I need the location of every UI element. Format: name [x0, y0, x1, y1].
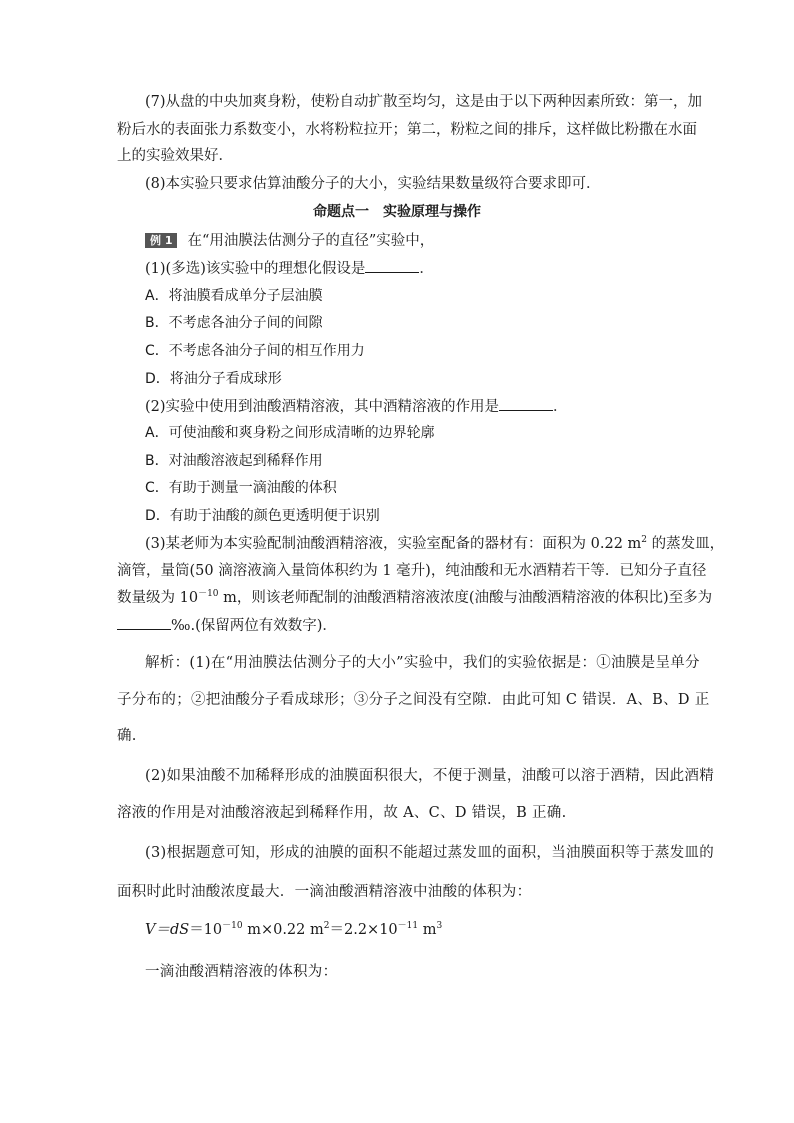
formula-part-e: m: [418, 922, 437, 938]
q3-l1-text-b: 的蒸发皿，: [647, 536, 725, 552]
paragraph-7-line-3: 上的实验效果好．: [117, 148, 233, 164]
formula-part-b: ＝10: [189, 922, 223, 938]
formula-vds: V＝dS: [145, 922, 190, 938]
formula-sup-2: 2: [323, 921, 330, 931]
q2-option-c: C．有助于测量一滴油酸的体积: [145, 480, 337, 496]
q3-l1-sup: 2: [641, 535, 648, 545]
q3-l1-text: (3)某老师为本实验配制油酸酒精溶液，实验室配备的器材有：面积为 0.22 m: [145, 536, 642, 552]
formula-sup-3: －11: [397, 921, 419, 931]
formula-line: [145, 920, 442, 940]
formula-sup-4: 3: [436, 921, 443, 931]
solution-3-line-2: 面积时此时油酸浓度最大．一滴油酸酒精溶液中油酸的体积为：: [117, 884, 532, 900]
q2-option-a: A．可使油酸和爽身粉之间形成清晰的边界轮廓: [145, 425, 435, 441]
question-3-line-1: [145, 534, 724, 554]
q2-option-b: B．对油酸溶液起到稀释作用: [145, 453, 323, 469]
question-1-text: (1)(多选)该实验中的理想化假设是: [145, 261, 366, 277]
question-3-line-3: [117, 588, 712, 608]
example-intro: 在“用油膜法估测分子的直径”实验中，: [187, 233, 435, 249]
q1-option-c: C．不考虑各油分子间的相互作用力: [145, 343, 365, 359]
q3-l3-sup: －10: [198, 589, 219, 599]
q1-option-d: D．将油分子看成球形: [145, 371, 282, 387]
q1-option-a: A．将油膜看成单分子层油膜: [145, 288, 323, 304]
formula-part-d: ＝2.2×10: [329, 922, 398, 938]
question-2-text: (2)实验中使用到油酸酒精溶液，其中酒精溶液的作用是: [145, 399, 500, 415]
q3-l4-text: ‰.(保留两位有效数字)．: [171, 618, 337, 634]
question-3-line-4: [117, 615, 337, 636]
paragraph-8: (8)本实验只要求估算油酸分子的大小，实验结果数量级符合要求即可．: [145, 176, 601, 192]
question-1-end: ．: [419, 261, 434, 277]
question-2-stem: [145, 396, 568, 417]
answer-blank-1: [365, 258, 419, 273]
question-1-stem: [145, 258, 434, 279]
solution-1-line-2: 子分布的；②把油酸分子看成球形；③分子之间没有空隙．由此可知 C 错误．A、B、D 正: [117, 692, 710, 708]
q2-option-d: D．有助于油酸的颜色更透明便于识别: [145, 508, 380, 524]
q3-l3-text: 数量级为 10: [117, 590, 199, 606]
example-badge: 例 1: [145, 233, 177, 248]
q3-l3-text-b: m，则该老师配制的油酸酒精溶液浓度(油酸与油酸酒精溶液的体积比)至多为: [218, 590, 713, 606]
answer-blank-2: [499, 396, 553, 411]
solution-2-line-1: (2)如果油酸不加稀释形成的油膜面积很大，不便于测量，油酸可以溶于酒精，因此酒精: [145, 768, 715, 784]
solution-1-line-3: 确.: [117, 728, 137, 744]
paragraph-7-line-2: 粉后水的表面张力系数变小，水将粉粒拉开；第二，粉粒之间的排斥，这样做比粉撒在水面: [117, 122, 697, 138]
answer-blank-3: [117, 615, 171, 630]
solution-1-line-1: 解析：(1)在“用油膜法估测分子的大小”实验中，我们的实验依据是：①油膜是呈单分: [145, 655, 700, 671]
question-3-line-2: 滴管，量筒(50 滴溶液滴入量筒体积约为 1 毫升)，纯油酸和无水酒精若干等．已知分子直径: [117, 563, 707, 579]
solution-3-line-1: (3)根据题意可知，形成的油膜的面积不能超过蒸发皿的面积，当油膜面积等于蒸发皿的: [145, 845, 715, 861]
solution-2-line-2: 溶液的作用是对油酸溶液起到稀释作用，故 A、C、D 错误，B 正确.: [117, 805, 567, 821]
q1-option-b: B．不考虑各油分子间的间隙: [145, 315, 323, 331]
question-2-end: ．: [553, 399, 568, 415]
formula-part-c: m×0.22 m: [242, 922, 324, 938]
paragraph-7-line-1: (7)从盘的中央加爽身粉，使粉自动扩散至均匀，这是由于以下两种因素所致：第一，加: [145, 94, 703, 110]
formula-sup-1: －10: [222, 921, 243, 931]
solution-3-line-3: 一滴油酸酒精溶液的体积为：: [145, 964, 338, 980]
section-title: 命题点一 实验原理与操作: [313, 204, 481, 220]
example-intro-line: [145, 231, 434, 251]
